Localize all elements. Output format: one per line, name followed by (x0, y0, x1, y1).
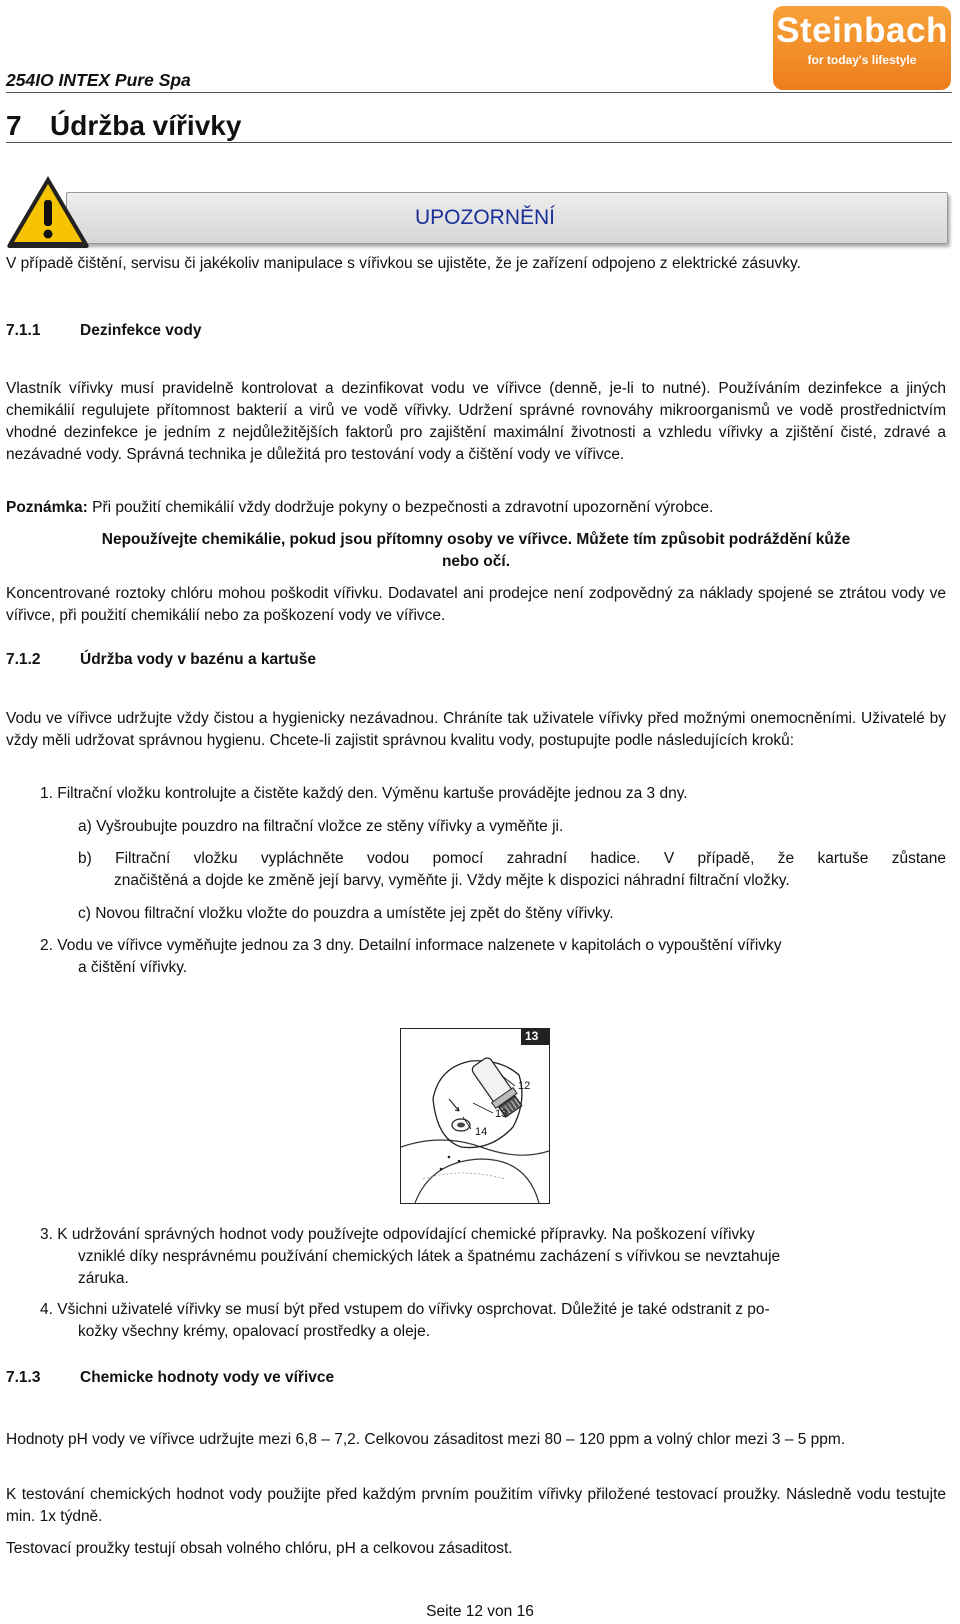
step-1a: a) Vyšroubujte pouzdro na filtrační vložce ze stěny vířivky a vyměňte ji. (78, 818, 564, 835)
step-4-line-1: 4. Všichni uživatelé vířivky se musí být před vstupem do vířivky osprchovat. Důležité je také odstranit z po- (40, 1301, 770, 1318)
step-1: 1. Filtrační vložku kontrolujte a čistěte každý den. Výměnu kartuše provádějte jednou za 3 dny. (40, 785, 688, 802)
chapter-number: 7 (6, 110, 22, 141)
section-713-paragraph-2: K testování chemických hodnot vody použijte před každým prvním použitím vířivky přiložené testovací proužky. Následně vodu testujte min. 1x týdně. (6, 1486, 946, 1525)
page-number: Seite 12 von 16 (426, 1603, 534, 1620)
step-1b-line-2: značištěná a dojde ke změně její barvy, vyměňte ji. Vždy mějte k dispozici náhradní filtrační vložky. (114, 872, 790, 889)
section-711-number: 7.1.1 (6, 322, 41, 339)
section-713-heading (6, 1367, 946, 1389)
section-711-paragraph-2: Koncentrované roztoky chlóru mohou poškodit vířivku. Dodavatel ani prodejce není zodpovědný za náklady spojené se ztrátou vody ve vířivce, při použití chemikálií nebo za poškození vody ve vířivce. (6, 585, 946, 624)
chemical-warning-line-2: nebo očí. (441, 553, 511, 570)
figure-badge: 13 (525, 1029, 539, 1043)
section-711-title: Dezinfekce vody (80, 322, 202, 339)
section-711-note (6, 497, 946, 519)
chemical-warning-line-1: Nepoužívejte chemikálie, pokud jsou přítomny osoby ve vířivce. Můžete tím způsobit podráždění kůže (101, 531, 851, 548)
step-2-line-1: 2. Vodu ve vířivce vyměňujte jednou za 3 dny. Detailní informace nalzenete v kapitolách o vypouštění vířivky (40, 937, 782, 954)
warning-text: V případě čištění, servisu či jakékoliv manipulace s vířivkou se ujistěte, že je zařízení odpojeno z elektrické zásuvky. (6, 255, 801, 272)
step-2-line-2: a čištění vířivky. (78, 959, 188, 976)
step-2 (40, 935, 782, 979)
steinbach-logo (773, 6, 951, 90)
chapter-title (6, 107, 241, 145)
note-text: Při použití chemikálií vždy dodržuje pokyny o bezpečnosti a zdravotní upozornění výrobce. (92, 499, 714, 516)
filter-cartridge-illustration (401, 1029, 549, 1203)
chapter-title-text: Údržba vířivky (50, 110, 242, 141)
section-711-paragraph-1: Vlastník vířivky musí pravidelně kontrolovat a dezinfikovat vodu ve vířivce (denně, je-li to nutné). Používáním dezinfekce a jiných chemikálií regulujete přítomnost bakterií a virů ve vodě vířivky. Udržení správné rovnováhy mikroorganismů ve vodě prostřednictvím vhodné dezinfekce je jedním z nejdůležitějších faktorů pro zajištění maximální životnosti a vzhledu vířivky a zjištění čisté, zdravé a nezávadné vody. Správná technika je důležitá pro testování vody a čištění vody ve vířivce. (6, 380, 946, 463)
filter-cartridge-figure (400, 1028, 550, 1204)
step-3-line-2: vzniklé díky nesprávnému používání chemických látek a špatnému zacházení s vířivkou se nevztahuje (78, 1248, 781, 1265)
section-713-title: Chemicke hodnoty vody ve vířivce (80, 1369, 335, 1386)
note-label: Poznámka: (6, 499, 88, 516)
figure-label-12: 12 (518, 1080, 531, 1092)
section-711-heading (6, 320, 946, 342)
warning-triangle-icon (4, 172, 92, 250)
chapter-divider (6, 142, 952, 143)
section-713-number: 7.1.3 (6, 1369, 41, 1386)
warning-banner (66, 192, 948, 244)
step-1c: c) Novou filtrační vložku vložte do pouzdra a umístěte jej zpět do štěny vířivky. (78, 905, 614, 922)
step-3-line-1: 3. K udržování správných hodnot vody používejte odpovídající chemické přípravky. Na poškození vířivky (40, 1226, 755, 1243)
logo-tagline: for today's lifestyle (807, 53, 917, 67)
step-3 (40, 1224, 780, 1290)
warning-label: UPOZORNĚNÍ (415, 206, 556, 229)
document-header-title: 254IO INTEX Pure Spa (6, 70, 191, 90)
step-4-line-2: kožky všechny krémy, opalovací prostředky a oleje. (78, 1323, 431, 1340)
chemical-warning (6, 529, 946, 573)
step-1b (78, 848, 946, 892)
section-712-number: 7.1.2 (6, 651, 41, 668)
section-712-intro: Vodu ve vířivce udržujte vždy čistou a hygienicky nezávadnou. Chráníte tak uživatele vířivky před možnými onemocněními. Uživatelé by vždy měli udržovat správnou hygienu. Chcete-li zajistit správnou kvalitu vody, postupujte podle následujících kroků: (6, 710, 946, 749)
section-713-paragraph-3: Testovací proužky testují obsah volného chlóru, pH a celkovou zásaditost. (6, 1540, 513, 1557)
step-1b-line-1: b) Filtrační vložku vypláchněte vodou pomocí zahradní hadice. V případě, že kartuše zůstane (78, 850, 946, 867)
figure-label-13: 13 (495, 1108, 508, 1120)
section-712-heading (6, 649, 946, 671)
figure-label-14: 14 (475, 1126, 488, 1138)
header-divider (6, 92, 952, 93)
section-712-title: Údržba vody v bazénu a kartuše (80, 651, 317, 668)
section-713-paragraph-1: Hodnoty pH vody ve vířivce udržujte mezi 6,8 – 7,2. Celkovou zásaditost mezi 80 – 120 ppm a volný chlor mezi 3 – 5 ppm. (6, 1431, 846, 1448)
step-4 (40, 1299, 770, 1343)
logo-brand: Steinbach (776, 11, 948, 50)
step-3-line-3: záruka. (78, 1270, 129, 1287)
